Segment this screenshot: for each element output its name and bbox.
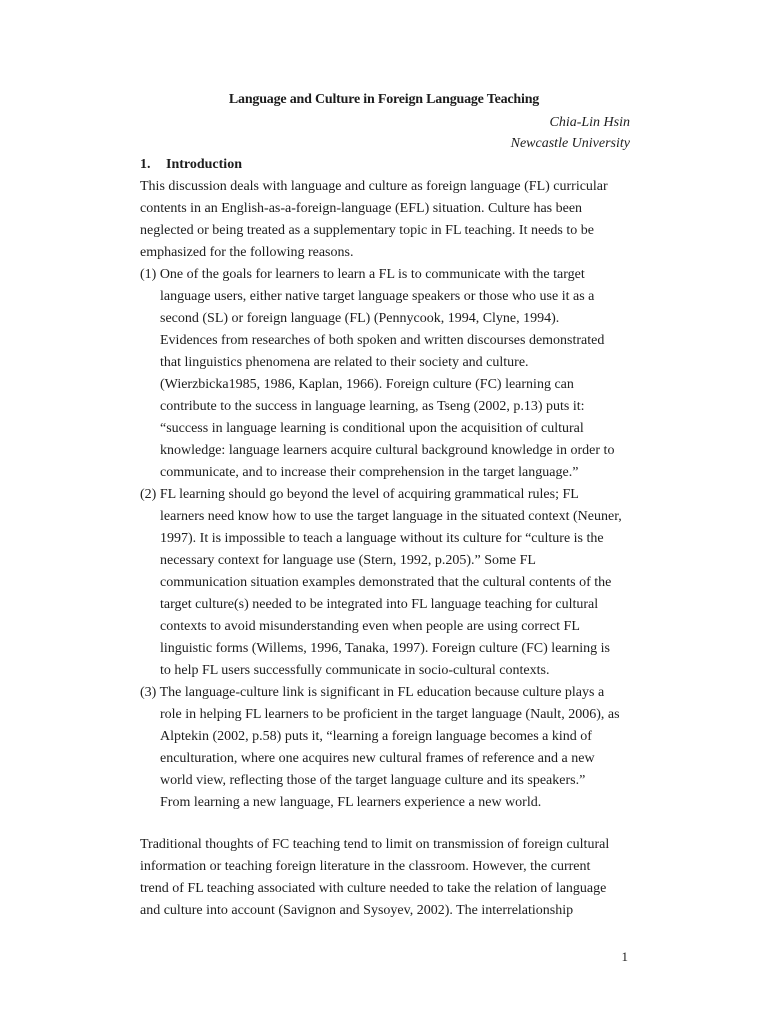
- list-line: world view, reflecting those of the target language culture and its speakers.”: [160, 773, 586, 788]
- paragraph-line: trend of FL teaching associated with culture needed to take the relation of language: [140, 881, 607, 896]
- author-affiliation: Newcastle University: [510, 136, 630, 151]
- reasons-list: [140, 264, 640, 814]
- closing-paragraph: [140, 834, 640, 922]
- document-title: Language and Culture in Foreign Language Teaching: [228, 92, 540, 107]
- paragraph-line: information or teaching foreign literature in the classroom. However, the current: [140, 859, 591, 874]
- section-title: Introduction: [166, 157, 242, 172]
- paragraph-line: Traditional thoughts of FC teaching tend to limit on transmission of foreign cultural: [140, 837, 610, 852]
- list-line: (Wierzbicka1985, 1986, Kaplan, 1966). Foreign culture (FC) learning can: [160, 377, 574, 392]
- author-name: Chia-Lin Hsin: [549, 115, 630, 130]
- list-line: contribute to the success in language learning, as Tseng (2002, p.13) puts it:: [160, 399, 585, 414]
- list-line: Alptekin (2002, p.58) puts it, “learning a foreign language becomes a kind of: [160, 729, 592, 744]
- list-line: learners need know how to use the target language in the situated context (Neuner,: [160, 509, 622, 524]
- list-line: From learning a new language, FL learners experience a new world.: [160, 795, 542, 810]
- list-line: Evidences from researches of both spoken and written discourses demonstrated: [160, 333, 605, 348]
- list-line: that linguistics phenomena are related to their society and culture.: [160, 355, 529, 370]
- list-line: knowledge: language learners acquire cultural background knowledge in order to: [160, 443, 615, 458]
- list-line: 1997). It is impossible to teach a language without its culture for “culture is the: [160, 531, 604, 546]
- list-line: communicate, and to increase their comprehension in the target language.”: [160, 465, 579, 480]
- paragraph-line: emphasized for the following reasons.: [140, 245, 354, 260]
- section-number: 1.: [140, 157, 151, 172]
- list-line: (1) One of the goals for learners to learn a FL is to communicate with the target: [140, 267, 585, 282]
- list-line: contexts to avoid misunderstanding even when people are using correct FL: [160, 619, 580, 634]
- list-line: (2) FL learning should go beyond the level of acquiring grammatical rules; FL: [140, 487, 579, 502]
- list-line: communication situation examples demonstrated that the cultural contents of the: [160, 575, 612, 590]
- list-line: language users, either native target language speakers or those who use it as a: [160, 289, 595, 304]
- list-line: linguistic forms (Willems, 1996, Tanaka, 1997). Foreign culture (FC) learning is: [160, 641, 611, 656]
- list-line: role in helping FL learners to be proficient in the target language (Nault, 2006), as: [160, 707, 620, 722]
- paragraph-line: This discussion deals with language and culture as foreign language (FL) curricular: [140, 179, 608, 194]
- list-line: enculturation, where one acquires new cultural frames of reference and a new: [160, 751, 595, 766]
- list-line: necessary context for language use (Stern, 1992, p.205).” Some FL: [160, 553, 536, 568]
- section-heading: [140, 154, 242, 176]
- list-line: second (SL) or foreign language (FL) (Pennycook, 1994, Clyne, 1994).: [160, 311, 560, 326]
- list-line: (3) The language-culture link is significant in FL education because culture plays a: [140, 685, 605, 700]
- list-line: target culture(s) needed to be integrated into FL language teaching for cultural: [160, 597, 599, 612]
- intro-paragraph: [140, 176, 640, 264]
- page-number: 1: [621, 949, 628, 964]
- paragraph-line: neglected or being treated as a supplementary topic in FL teaching. It needs to be: [140, 223, 594, 238]
- paragraph-line: contents in an English-as-a-foreign-language (EFL) situation. Culture has been: [140, 201, 583, 216]
- list-line: to help FL users successfully communicate in socio-cultural contexts.: [160, 663, 550, 678]
- paragraph-line: and culture into account (Savignon and Sysoyev, 2002). The interrelationship: [140, 903, 574, 918]
- list-line: “success in language learning is conditional upon the acquisition of cultural: [160, 421, 584, 436]
